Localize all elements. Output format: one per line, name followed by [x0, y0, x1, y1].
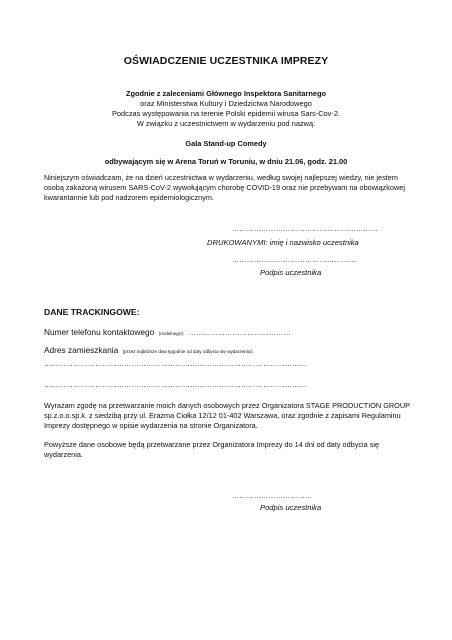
event-details: odbywającym się w Arena Toruń w Toruniu, w dniu 21.06, godz. 21.00 — [104, 157, 348, 166]
processing-paragraph: Powyższe dane osobowe będą przetwarzane przez Organizatora Imprezy do 14 dni od daty odbycia się wydarzenia. — [44, 440, 380, 460]
address-row — [44, 340, 253, 358]
signature-2-label: Podpis uczestnika — [260, 503, 322, 512]
statement-paragraph: Niniejszym oświadczam, że na dzień uczestnictwa w wydarzeniu, według swojej najlepszej wiedzy, nie jestem osobą zakażoną wirusem SARS-CoV-2 wywołującym chorobę COVID-19 oraz nie przebywam na obowiązkowej kwarantannie lub pod nadzorem epidemiologicznym. — [44, 173, 405, 203]
name-dots-line: …………………………………………………… — [232, 226, 378, 233]
consent-paragraph: Wyrażam zgodę na przetwarzanie moich danych osobowych przez Organizatora STAGE PRODUCTION GROUP sp.z.o.o.sp.k. z siedzibą przy ul. Erazma Ciołka 12/12 01-402 Warszawa, oraz zgodnie z zapisami Regulaminu Imprezy dostępnego w opisie wydarzenia na stronie Organizatora. — [44, 401, 410, 431]
address-note: (przez najbliższe dwa tygodnie od daty odbycia się wydarzenia): — [122, 349, 254, 354]
phone-note: (mobilnego): — [158, 331, 185, 336]
phone-label: Numer telefonu kontaktowego — [44, 327, 155, 337]
event-name: Gala Stand-up Comedy — [185, 139, 267, 148]
intro-line-1: Zgodnie z zaleceniami Głównego Inspektora Sanitarnego — [126, 89, 326, 98]
document-title: OŚWIADCZENIE UCZESTNIKA IMPREZY — [123, 55, 329, 67]
intro-line-2: oraz Ministerstwa Kultury i Dziedzictwa Narodowego — [140, 99, 312, 108]
signature-dots-line: …………………………………………… — [232, 257, 357, 264]
signature-2-dots-line: …………………………… — [232, 493, 313, 500]
address-label: Adres zamieszkania — [44, 345, 119, 355]
phone-dots: …………………………………… — [188, 330, 291, 337]
intro-line-4: W związku z uczestnictwem w wydarzeniu pod nazwą: — [136, 119, 316, 128]
tracking-heading: DANE TRACKINGOWE: — [44, 307, 140, 317]
intro-line-3: Podczas występowania na terenie Polski epidemii wirusa Sars-Cov-2. — [112, 109, 340, 118]
phone-row — [44, 322, 291, 340]
name-label: DRUKOWANYMI: imię i nazwisko uczestnika — [207, 238, 359, 247]
address-line-a: ……………………………………………………………………………………………… — [44, 361, 307, 368]
signature-label: Podpis uczestnika — [260, 268, 322, 277]
address-line-b: ……………………………………………………………………………………………… — [44, 382, 307, 389]
